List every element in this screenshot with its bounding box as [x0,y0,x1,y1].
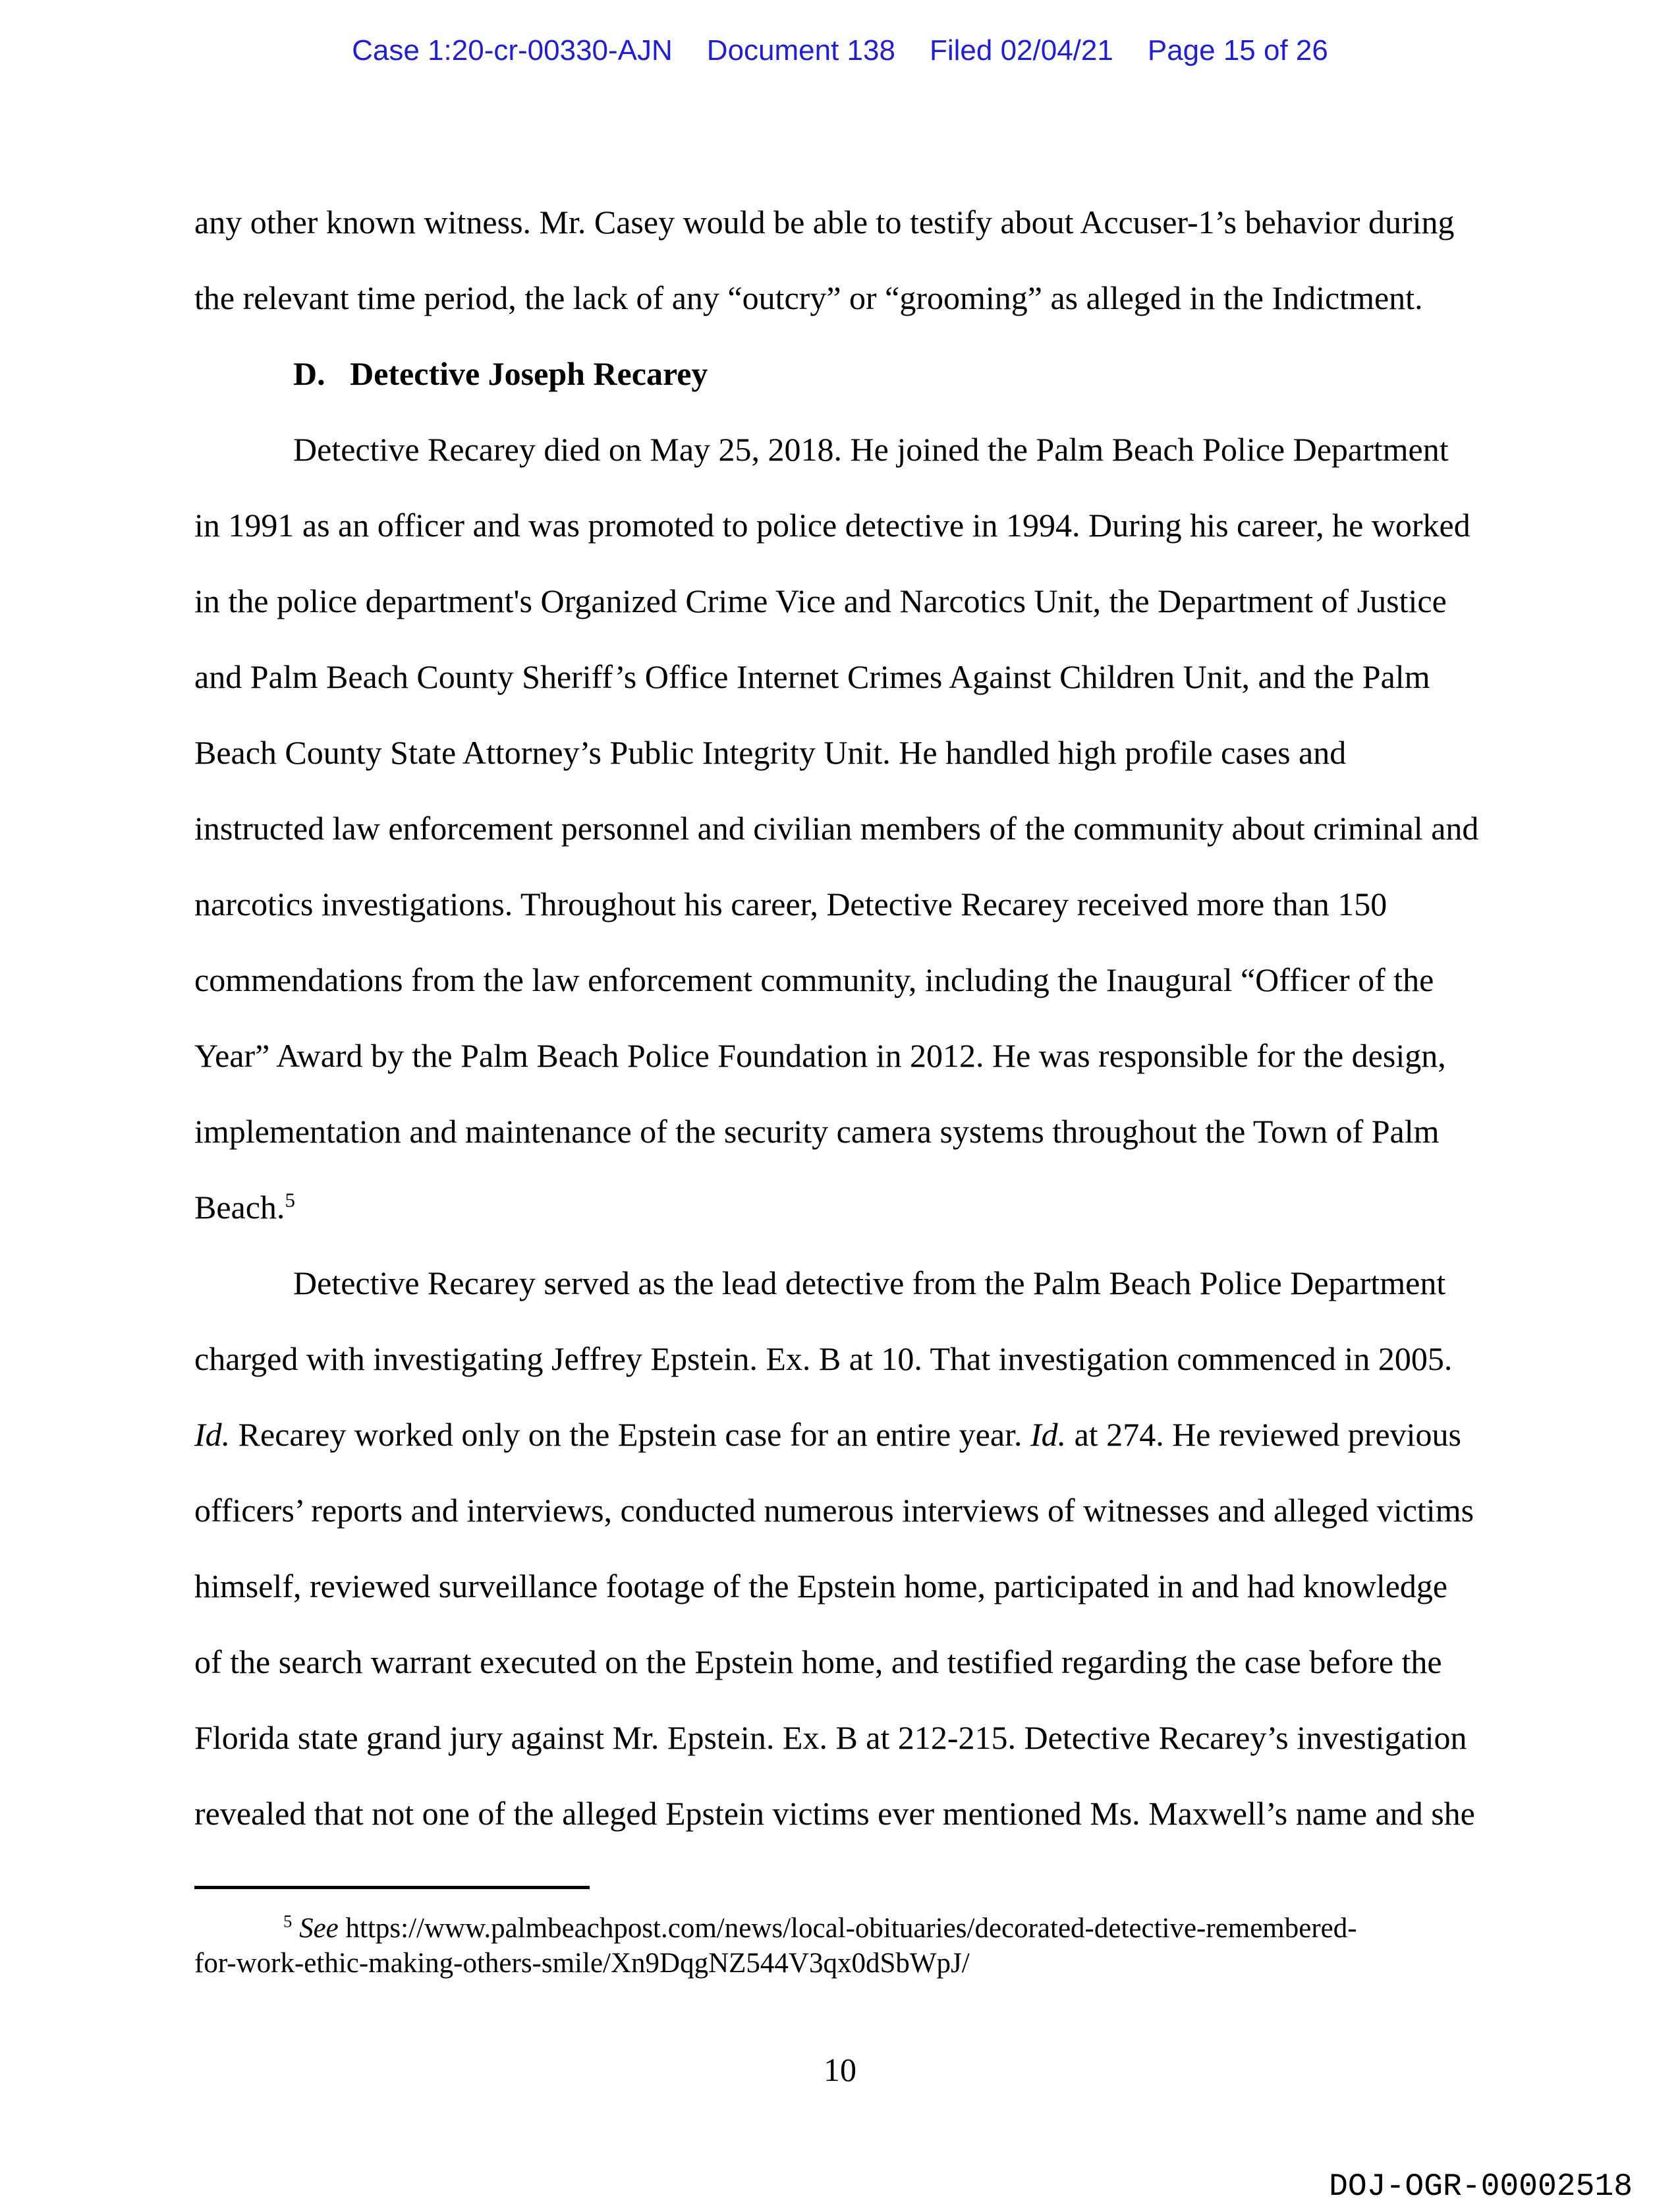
case-header-part-2: Filed 02/04/21 [929,34,1113,67]
footnote [194,1911,1489,1981]
bates-number: DOJ-OGR-00002518 [1329,2169,1633,2205]
page-number: 10 [824,2051,856,2088]
text-line [194,866,1489,942]
document-body [194,184,1489,1852]
text-line [194,1624,1489,1700]
text-segment: D. Detective Joseph Recarey [293,355,708,392]
text-line [194,1094,1489,1170]
footnote-line [194,1946,1489,1981]
text-segment: Beach. [194,1189,285,1226]
case-header-part-1: Document 138 [706,34,895,67]
footnote-reference: 5 [283,1911,293,1931]
text-segment: revealed that not one of the alleged Epstein victims ever mentioned Ms. Maxwell’s name and she [194,1795,1475,1832]
text-line [194,563,1489,639]
text-line [194,942,1489,1018]
text-segment: narcotics investigations. Throughout his career, Detective Recarey received more than 150 [194,886,1387,922]
text-segment: Detective Recarey died on May 25, 2018. He joined the Palm Beach Police Department [293,431,1449,468]
text-line [194,1170,1489,1245]
text-segment: in 1991 as an officer and was promoted to police detective in 1994. During his career, he worked [194,507,1470,544]
text-line [194,184,1489,260]
footnote-reference: 5 [285,1188,295,1212]
text-line [194,260,1489,336]
text-segment: Id. [194,1416,231,1453]
text-segment: See [299,1913,339,1944]
text-line [194,1321,1489,1397]
text-segment: Id. [1030,1416,1067,1453]
text-segment: Year” Award by the Palm Beach Police Foundation in 2012. He was responsible for the design, [194,1037,1446,1074]
footnote-separator [194,1886,590,1889]
text-line [194,791,1489,866]
text-segment: any other known witness. Mr. Casey would be able to testify about Accuser-1’s behavior during [194,204,1455,241]
case-header-part-3: Page 15 of 26 [1147,34,1328,67]
text-line [194,1700,1489,1776]
text-segment: https://www.palmbeachpost.com/news/local-obituaries/decorated-detective-remembered- [338,1913,1357,1944]
text-segment: charged with investigating Jeffrey Epstein. Ex. B at 10. That investigation commenced in 2005. [194,1340,1453,1377]
text-segment: commendations from the law enforcement community, including the Inaugural “Officer of the [194,961,1434,998]
text-segment: for-work-ethic-making-others-smile/Xn9DqgNZ544V3qx0dSbWpJ/ [194,1948,970,1979]
text-segment: of the search warrant executed on the Epstein home, and testified regarding the case before the [194,1643,1442,1680]
text-line [194,1245,1489,1321]
text-line [194,715,1489,791]
text-segment: Beach County State Attorney’s Public Integrity Unit. He handled high profile cases and [194,734,1347,771]
text-line [194,1548,1489,1624]
text-line [194,1473,1489,1548]
text-segment: instructed law enforcement personnel and civilian members of the community about criminal and [194,810,1479,847]
text-segment: Detective Recarey served as the lead detective from the Palm Beach Police Department [293,1264,1446,1301]
text-line [194,1397,1489,1473]
footnote-line [194,1911,1489,1946]
text-line [194,488,1489,563]
text-line [194,1018,1489,1094]
case-header-part-0: Case 1:20-cr-00330-AJN [352,34,673,67]
text-segment: implementation and maintenance of the security camera systems throughout the Town of Palm [194,1113,1440,1150]
text-segment: and Palm Beach County Sheriff’s Office Internet Crimes Against Children Unit, and the Palm [194,658,1430,695]
text-segment [292,1913,299,1944]
text-segment: Florida state grand jury against Mr. Epstein. Ex. B at 212-215. Detective Recarey’s investigation [194,1719,1467,1756]
text-line [194,1776,1489,1852]
text-segment: officers’ reports and interviews, conducted numerous interviews of witnesses and alleged victims [194,1492,1474,1529]
case-header [0,34,1680,67]
text-segment: Recarey worked only on the Epstein case for an entire year. [230,1416,1030,1453]
text-segment: in the police department's Organized Crime Vice and Narcotics Unit, the Department of Justice [194,582,1447,619]
text-segment: at 274. He reviewed previous [1066,1416,1461,1453]
text-segment: the relevant time period, the lack of any “outcry” or “grooming” as alleged in the Indictment. [194,279,1423,316]
text-line [194,639,1489,715]
text-segment: himself, reviewed surveillance footage of the Epstein home, participated in and had knowledge [194,1568,1448,1604]
text-line [194,412,1489,488]
section-heading [194,336,1489,412]
